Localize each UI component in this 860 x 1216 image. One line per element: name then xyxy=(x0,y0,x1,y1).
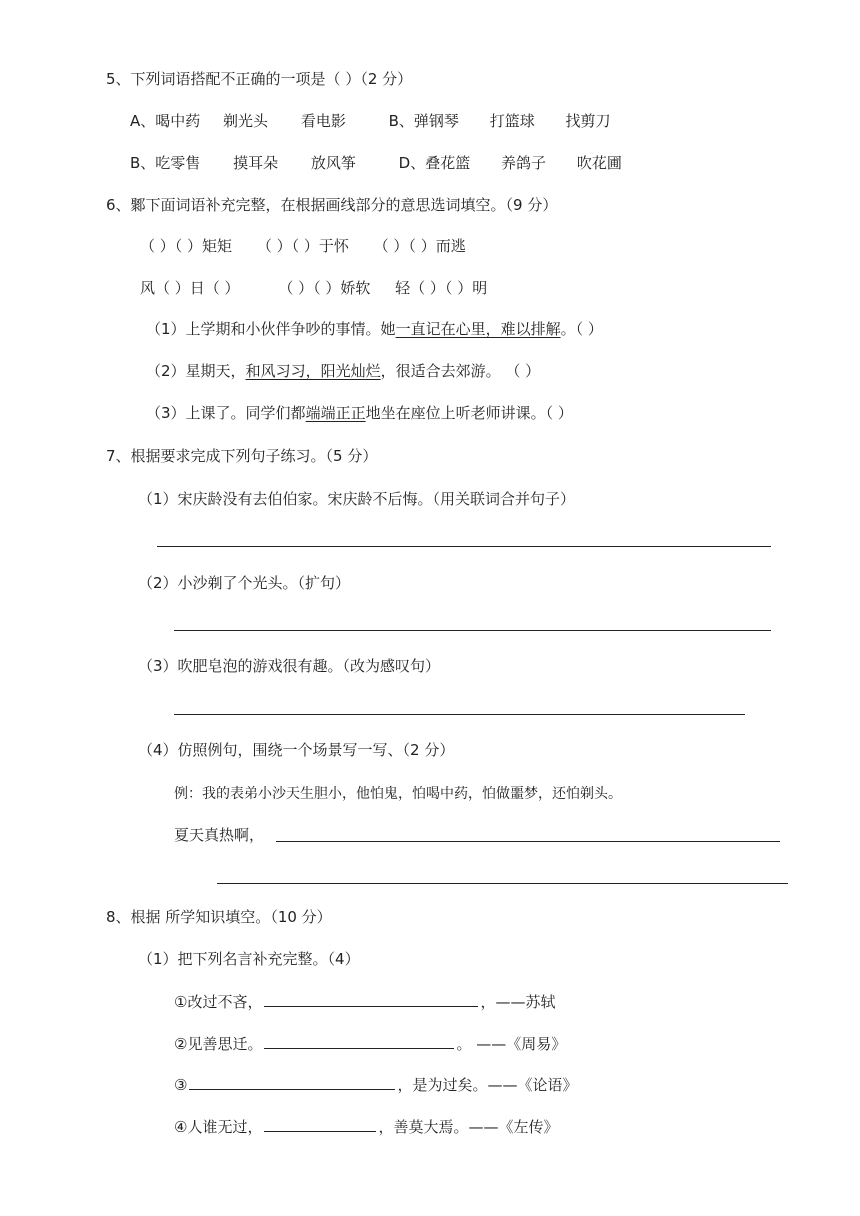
underlined-phrase: 和风习习，阳光灿烂 xyxy=(245,362,381,380)
q5-option: 养鸽子 xyxy=(501,154,547,172)
q8-title: 8、根据 所学知识填空。（10 分） xyxy=(106,908,332,926)
fill-blank[interactable] xyxy=(264,1115,376,1132)
q6-word-blank: 轻（ ）（ ）明 xyxy=(395,279,488,297)
q6-sentence-3: （3）上课了。同学们都端端正正地坐在座位上听老师讲课。（ ） xyxy=(146,404,573,422)
q7-prompt: 夏天真热啊， xyxy=(174,826,265,844)
q6-word-blank: （ ）（ ）而逃 xyxy=(373,237,466,255)
underlined-phrase: 一直记在心里，难以排解 xyxy=(395,320,561,338)
fill-blank[interactable] xyxy=(264,1032,454,1049)
q6-title: 6、鄹下面词语补充完整，在根据画线部分的意思选词填空。（9 分） xyxy=(106,196,558,214)
q5-options-row2 xyxy=(130,152,622,174)
q5-option: 找剪刀 xyxy=(565,112,611,130)
q5-option: 剃光头 xyxy=(223,112,269,130)
q5-option: 吹花圃 xyxy=(576,154,622,172)
q5-option: A、喝中药 xyxy=(130,112,201,130)
q8-subtitle: （1）把下列名言补充完整。（4） xyxy=(138,950,360,968)
answer-line[interactable] xyxy=(157,546,771,547)
quote-1: ①改过不吝， ，——苏轼 xyxy=(174,990,555,1013)
q5-option: 打篮球 xyxy=(489,112,535,130)
answer-line[interactable] xyxy=(276,841,780,842)
q7-example: 例：我的表弟小沙天生胆小，他怕鬼，怕喝中药，怕做噩梦，还怕剃头。 xyxy=(174,786,622,802)
q5-option: D、叠花篮 xyxy=(398,154,471,172)
q6-words-row1 xyxy=(140,235,466,257)
q6-sentence-2: （2）星期天，和风习习，阳光灿烂，很适合去郊游。 （ ） xyxy=(146,362,541,380)
q6-word-blank: （ ）（ ）矩矩 xyxy=(140,237,233,255)
q5-option: B、吃零售 xyxy=(130,154,201,172)
q6-word-blank: 风（ ）日（ ） xyxy=(140,279,240,297)
underlined-phrase: 端端正正 xyxy=(305,404,366,422)
q5-option: 摸耳朵 xyxy=(233,154,279,172)
q7-item-4: （4）仿照例句，围绕一个场景写一写、（2 分） xyxy=(138,741,455,759)
q6-words-row2 xyxy=(140,277,487,299)
quote-2: ②见善思迁。 。 ——《周易》 xyxy=(174,1032,566,1055)
quote-3: ③ ，是为过矣。——《论语》 xyxy=(174,1073,577,1096)
fill-blank[interactable] xyxy=(264,990,478,1007)
q7-item-1: （1）宋庆龄没有去伯伯家。宋庆龄不后悔。（用关联词合并句子） xyxy=(138,490,576,508)
q6-word-blank: （ ）（ ）于怀 xyxy=(256,237,349,255)
q7-item-3: （3）吹肥皂泡的游戏很有趣。（改为感叹句） xyxy=(138,657,441,675)
q5-option: B、弹钢琴 xyxy=(388,112,459,130)
q5-title: 5、下列词语搭配不正确的一项是（ ）（2 分） xyxy=(106,70,413,88)
answer-line[interactable] xyxy=(174,714,745,715)
quote-4: ④人谁无过， ，善莫大焉。——《左传》 xyxy=(174,1115,558,1138)
q6-word-blank: （ ）（ ）娇软 xyxy=(278,279,371,297)
q7-item-2: （2）小沙剃了个光头。（扩句） xyxy=(138,574,351,592)
q5-options-row1 xyxy=(130,110,611,132)
fill-blank[interactable] xyxy=(189,1073,395,1090)
q6-sentence-1: （1）上学期和小伙伴争吵的事情。她一直记在心里，难以排解。（ ） xyxy=(146,320,603,338)
q5-option: 放风筝 xyxy=(310,154,356,172)
answer-line[interactable] xyxy=(174,630,771,631)
answer-line[interactable] xyxy=(217,883,788,884)
q5-option: 看电影 xyxy=(300,112,346,130)
q7-title: 7、根据要求完成下列句子练习。（5 分） xyxy=(106,447,378,465)
